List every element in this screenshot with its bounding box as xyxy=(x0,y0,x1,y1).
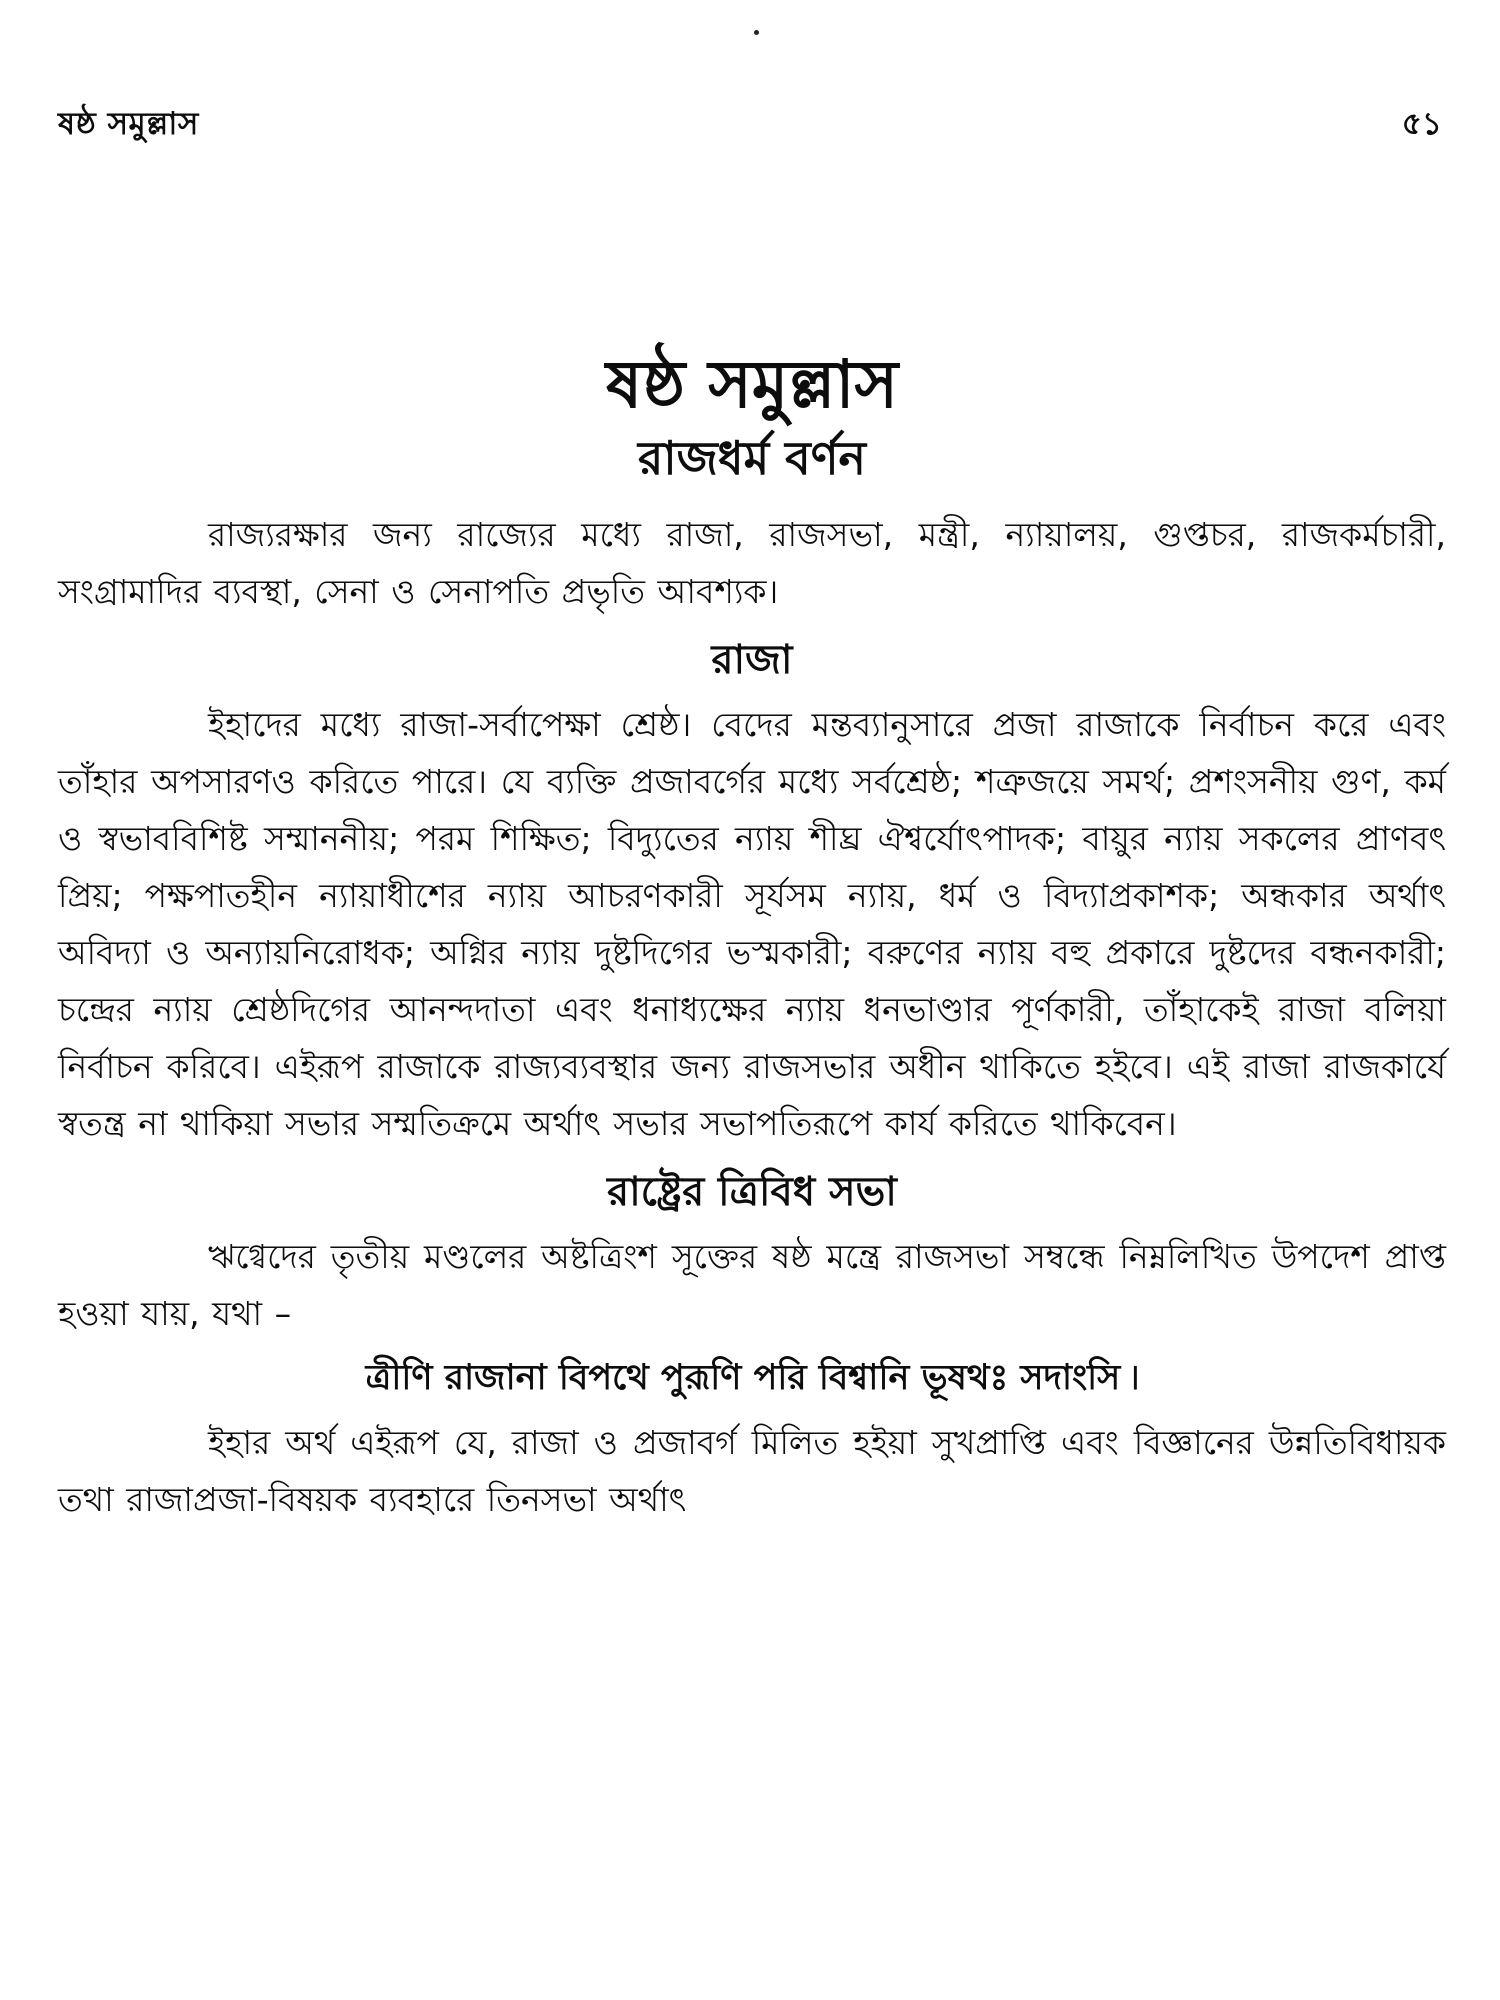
sabha-paragraph: ঋগ্বেদের তৃতীয় মণ্ডলের অষ্টত্রিংশ সূক্তের ষষ্ঠ মন্ত্রে রাজসভা সম্বন্ধে নিম্নলিখিত উপদেশ প্রাপ্ত হওয়া যায়, যথা – xyxy=(58,1236,1446,1333)
raja-paragraph: ইহাদের মধ্যে রাজা-সর্বাপেক্ষা শ্রেষ্ঠ। বেদের মন্তব্যানুসারে প্রজা রাজাকে নির্বাচন করে এবং তাঁহার অপসারণও করিতে পারে। যে ব্যক্তি প্রজাবর্গের মধ্যে সর্বশ্রেষ্ঠ; শত্রুজয়ে সমর্থ; প্রশংসনীয় গুণ, কর্ম ও স্বভাববিশিষ্ট সম্মাননীয়; পরম শিক্ষিত; বিদ্যুতের ন্যায় শীঘ্র ঐশ্বর্যোৎপাদক; বায়ুর ন্যায় সকলের প্রাণবৎ প্রিয়; পক্ষপাতহীন ন্যায়াধীশের ন্যায় আচরণকারী সূর্যসম ন্যায়, ধর্ম ও বিদ্যাপ্রকাশক; অন্ধকার অর্থাৎ অবিদ্যা ও অন্যায়নিরোধক; অগ্নির ন্যায় দুষ্টদিগের ভস্মকারী; বরুণের ন্যায় বহু প্রকারে দুষ্টদের বন্ধনকারী; চন্দ্রের ন্যায় শ্রেষ্ঠদিগের আনন্দদাতা এবং ধনাধ্যক্ষের ন্যায় ধনভাণ্ডার পূর্ণকারী, তাঁহাকেই রাজা বলিয়া নির্বাচন করিবে। এইরূপ রাজাকে রাজ্যব্যবস্থার জন্য রাজসভার অধীন থাকিতে হইবে। এই রাজা রাজকার্যে স্বতন্ত্র না থাকিয়া সভার সম্মতিক্রমে অর্থাৎ সভার সভাপতিরূপে কার্য করিতে থাকিবেন। xyxy=(58,704,1446,1143)
intro-paragraph: রাজ্যরক্ষার জন্য রাজ্যের মধ্যে রাজা, রাজসভা, মন্ত্রী, ন্যায়ালয়, গুপ্তচর, রাজকর্মচারী, সংগ্রামাদির ব্যবস্থা, সেনা ও সেনাপতি প্রভৃতি আবশ্যক। xyxy=(58,514,1446,611)
chapter-title: ষষ্ঠ সমুল্লাস xyxy=(605,346,899,423)
verse-explanation: ইহার অর্থ এইরূপ যে, রাজা ও প্রজাবর্গ মিলিত হইয়া সুখপ্রাপ্তি এবং বিজ্ঞানের উন্নতিবিধায়ক তথা রাজাপ্রজা-বিষয়ক ব্যবহারে তিনসভা অর্থাৎ xyxy=(58,1422,1446,1519)
chapter-subtitle: রাজধর্ম বর্ণন xyxy=(637,431,866,486)
print-speck xyxy=(754,30,759,35)
section-heading-raja: রাজা xyxy=(711,636,793,683)
vedic-verse: ত্রীণি রাজানা বিপথে পুরূণি পরি বিশ্বানি ভূষথঃ সদাংসি ৷ xyxy=(365,1357,1139,1398)
running-header-title: ষষ্ঠ সমুল্লাস xyxy=(58,106,199,142)
section-heading-sabha: রাষ্ট্রের ত্রিবিধ সভা xyxy=(607,1168,897,1215)
page-number: ৫১ xyxy=(1401,106,1442,142)
page-content xyxy=(58,345,1446,1528)
